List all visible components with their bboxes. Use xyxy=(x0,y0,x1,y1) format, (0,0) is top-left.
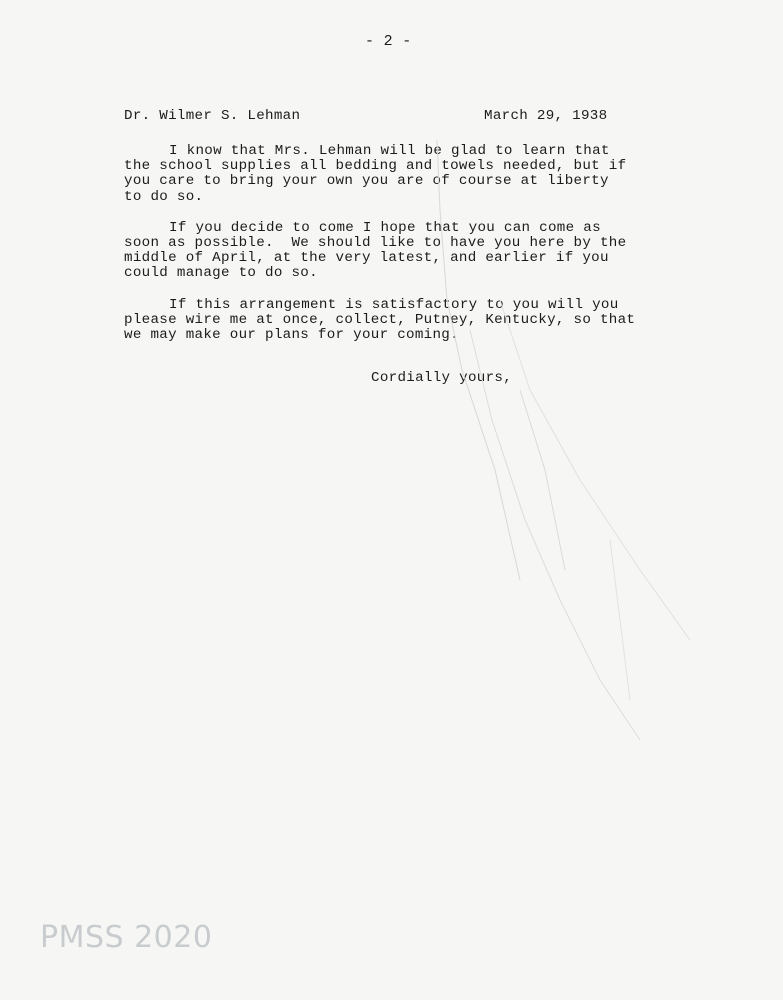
paragraph-2 xyxy=(124,221,684,282)
paragraph-line: please wire me at once, collect, Putney, Kentucky, so that xyxy=(124,311,636,328)
paragraph-line: If you decide to come I hope that you can come as xyxy=(169,219,601,236)
watermark-text: PMSS 2020 xyxy=(40,920,213,955)
paragraph-line: If this arrangement is satisfactory to you will you xyxy=(169,296,619,313)
paragraph-line: I know that Mrs. Lehman will be glad to learn that xyxy=(169,143,610,159)
paragraph-line: to do so. xyxy=(124,188,204,205)
letter-date: March 29, 1938 xyxy=(484,108,608,124)
paragraph-line: middle of April, at the very latest, and earlier if you xyxy=(124,250,609,267)
letter-body xyxy=(124,144,684,359)
paragraph-line: soon as possible. We should like to have you here by the xyxy=(124,235,627,252)
paragraph-line: you care to bring your own you are of course at liberty xyxy=(124,173,609,190)
paragraph-1 xyxy=(124,144,684,205)
paragraph-3 xyxy=(124,298,684,344)
page-number: - 2 - xyxy=(365,33,412,50)
recipient-name: Dr. Wilmer S. Lehman xyxy=(124,108,301,124)
paragraph-line: we may make our plans for your coming. xyxy=(124,327,459,344)
paragraph-line: the school supplies all bedding and towels needed, but if xyxy=(124,158,627,175)
paragraph-line: could manage to do so. xyxy=(124,265,318,282)
closing-salutation: Cordially yours, xyxy=(371,370,513,386)
